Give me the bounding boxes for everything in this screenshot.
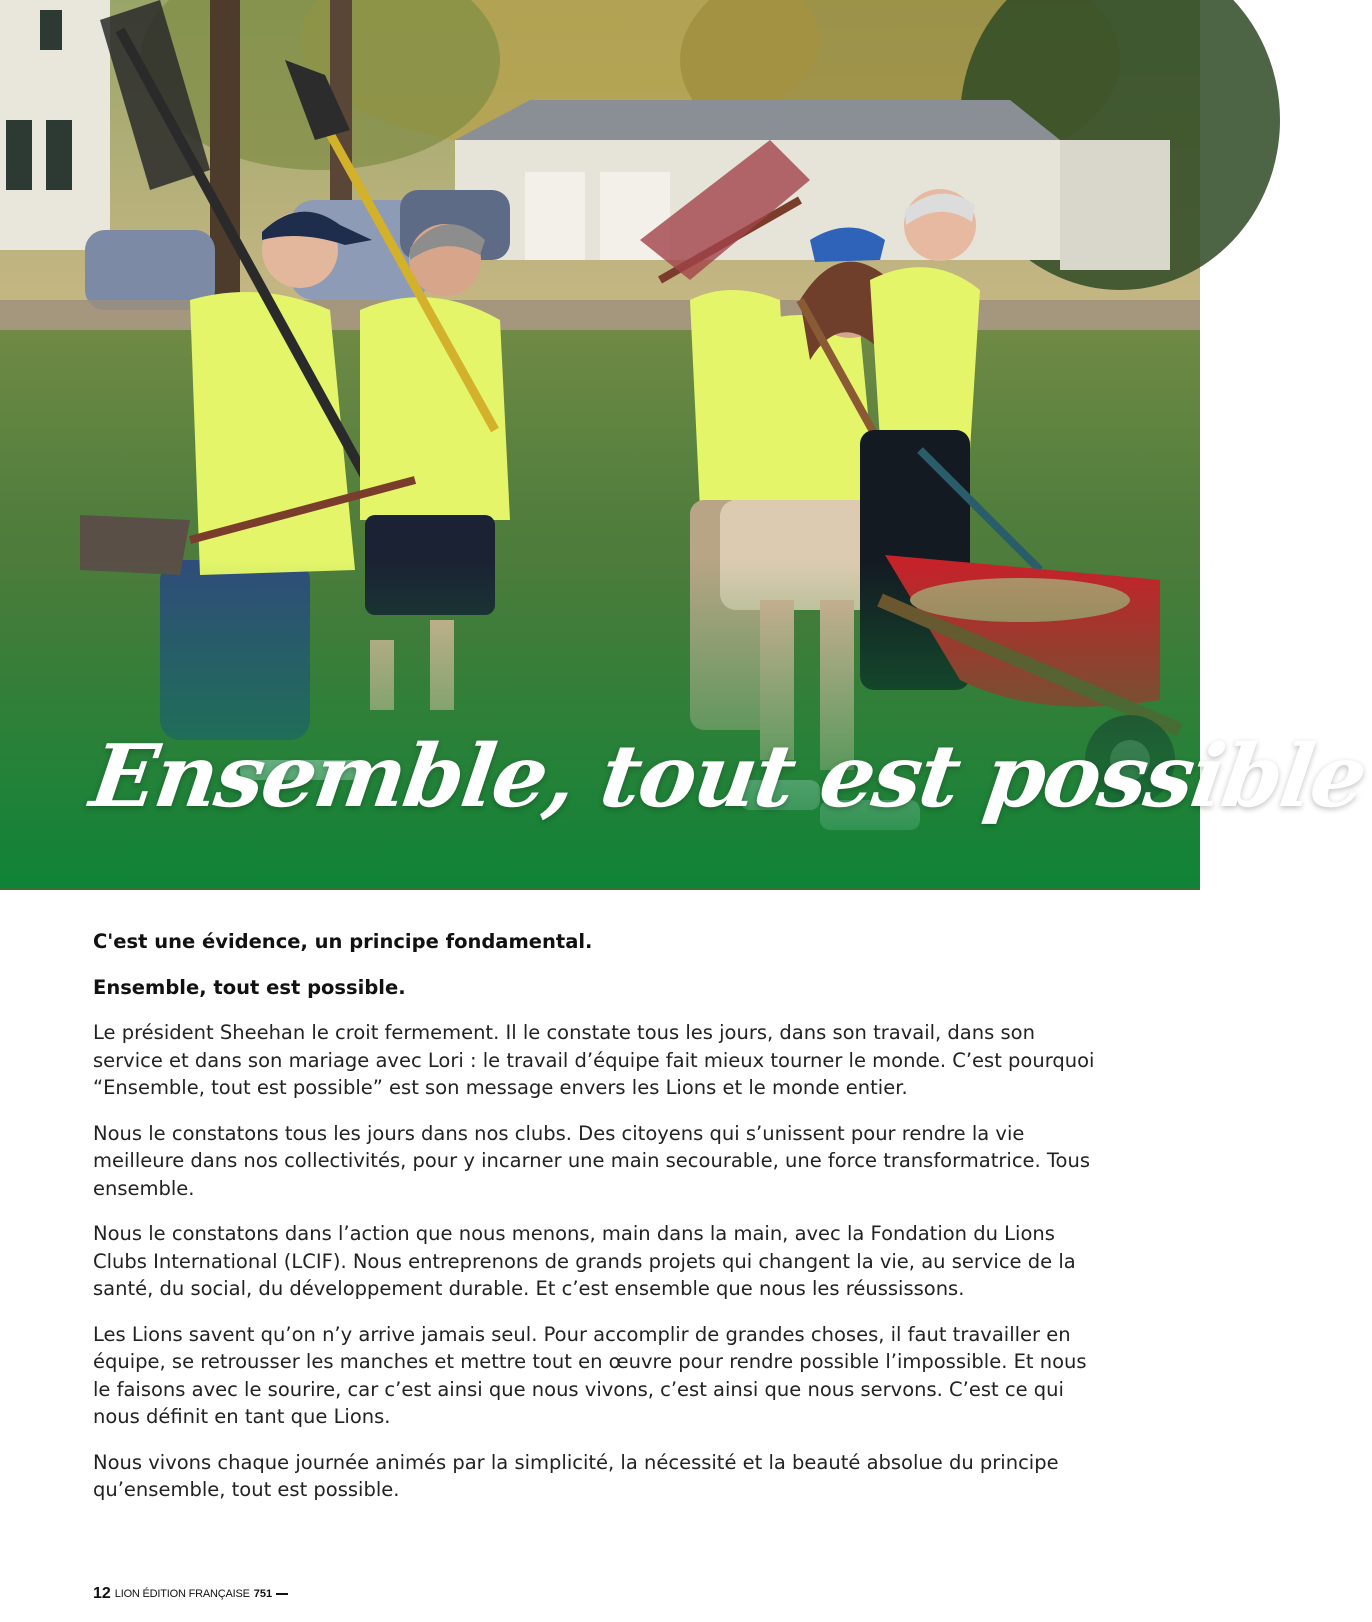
hero-title: Ensemble, tout est possible [84, 726, 1372, 827]
paragraph: Nous vivons chaque journée animés par la simplicité, la nécessité et la beauté absolue du principe qu’ensemble, tout est possible. [93, 1450, 1059, 1501]
footer-rule [276, 1593, 288, 1595]
lead-sentence: C'est une évidence, un principe fondamental. [93, 930, 593, 953]
article-body [93, 928, 1108, 1522]
lead-motto: Ensemble, tout est possible. [93, 975, 406, 999]
issue-number: 751 [253, 1588, 273, 1600]
paragraph: Nous le constatons dans l’action que nous menons, main dans la main, avec la Fondation du Lions Clubs International (LCIF). Nous entreprenons de grands projets qui changent la vie, au service de la santé, du social, du développement durable. Et c’est ensemble que nous les réussissons. [93, 1222, 1076, 1300]
magazine-name: LION ÉDITION FRANÇAISE [114, 1588, 250, 1600]
paragraph: Nous le constatons tous les jours dans nos clubs. Des citoyens qui s’unissent pour rendre la vie meilleure dans nos collectivités, pour y incarner une main secourable, une force transformatrice. Tous ensemble. [93, 1121, 1090, 1200]
page-footer [93, 1586, 288, 1602]
page-number: 12 [93, 1585, 111, 1602]
paragraph: Les Lions savent qu’on n’y arrive jamais seul. Pour accomplir de grandes choses, il faut travailler en équipe, se retrousser les manches et mettre tout en œuvre pour rendre possible l’impossible. Et nous le faisons avec le sourire, car c’est ainsi que nous vivons, c’est ainsi que nous servons. C’est ce qui nous définit en tant que Lions. [93, 1322, 1087, 1428]
paragraph: Le président Sheehan le croit fermement. Il le constate tous les jours, dans son travail, dans son service et dans son mariage avec Lori : le travail d’équipe fait mieux tourner le monde. C’est pourquoi “Ensemble, tout est possible” est son message envers les Lions et le monde entier. [93, 1021, 1095, 1099]
